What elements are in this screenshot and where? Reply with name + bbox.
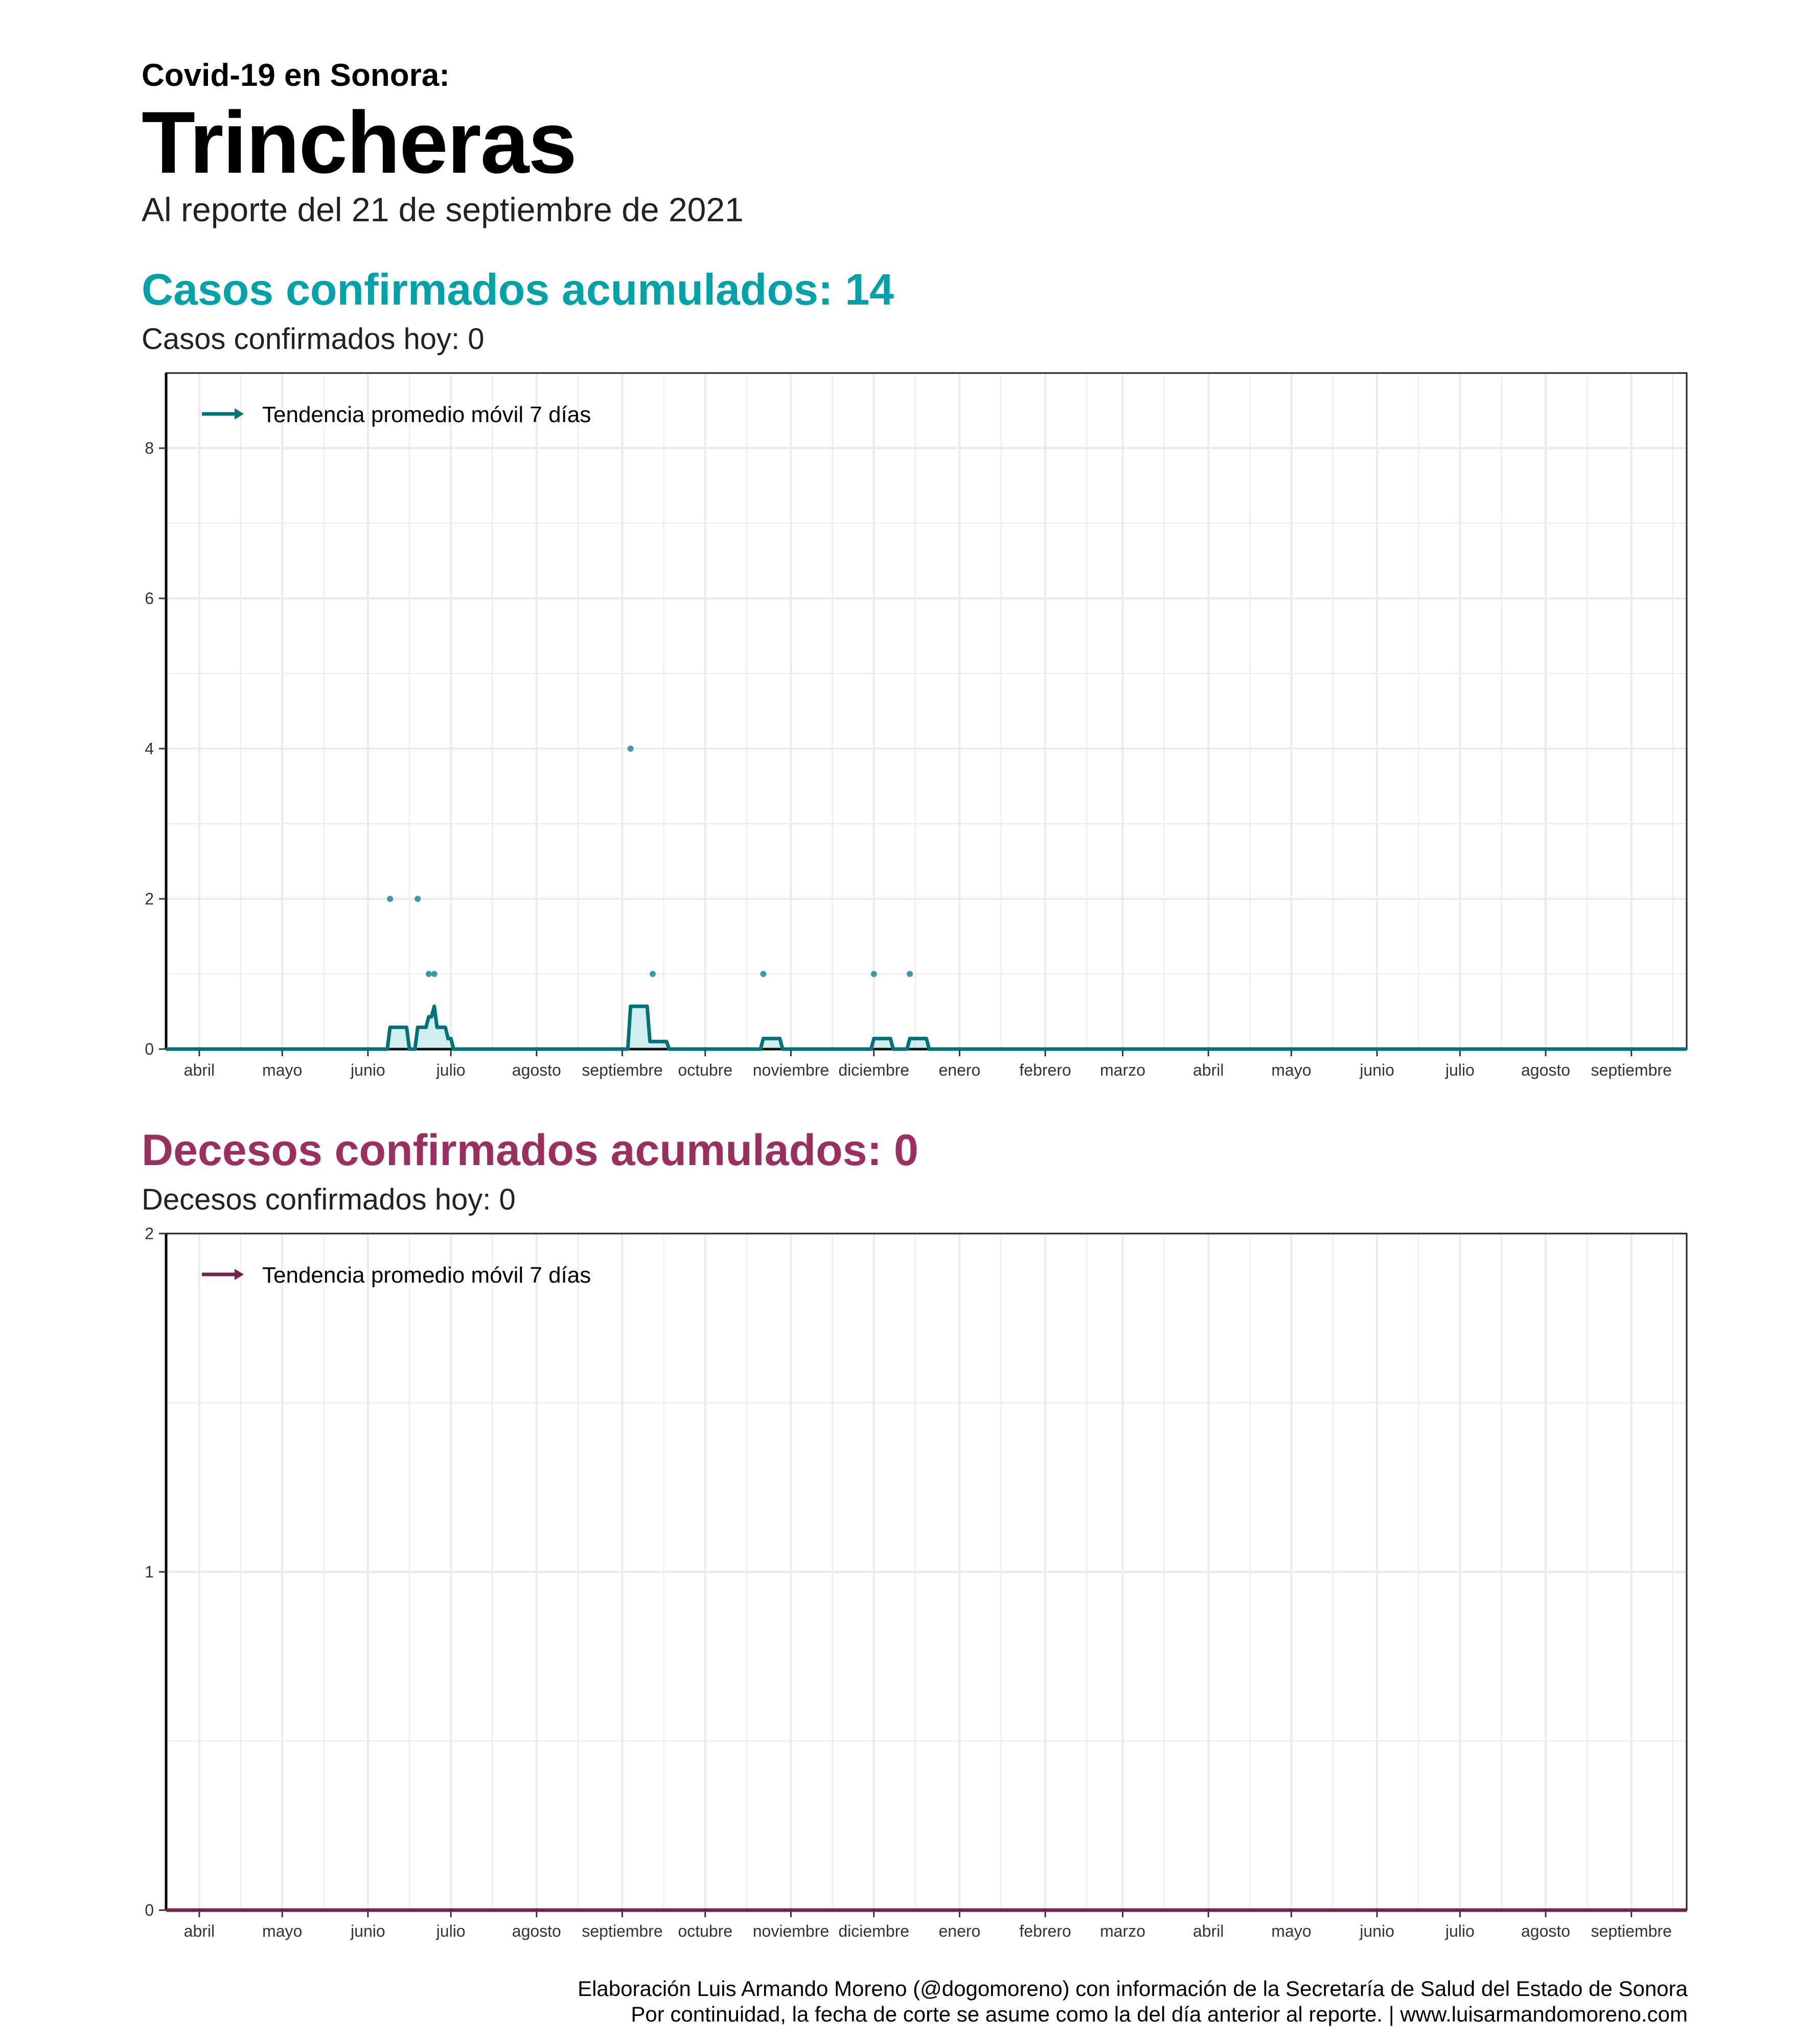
cases-heading: Casos confirmados acumulados: 14 bbox=[142, 265, 894, 314]
deaths-x-tick-label: junio bbox=[1360, 1922, 1394, 1940]
cases-x-tick-label: enero bbox=[938, 1061, 981, 1079]
cases-x-tick-label: mayo bbox=[1271, 1061, 1312, 1079]
footer-note: Por continuidad, la fecha de corte se asume como la del día anterior al reporte. | www.luisarmandomoreno.com bbox=[631, 2002, 1688, 2026]
deaths-x-tick-label: agosto bbox=[1521, 1922, 1571, 1940]
deaths-legend bbox=[202, 1263, 591, 1288]
deaths-x-tick-label: enero bbox=[938, 1922, 981, 1940]
cases-x-tick-label: septiembre bbox=[1591, 1061, 1672, 1079]
cases-y-tick-label: 4 bbox=[145, 739, 154, 758]
cases-x-tick-label: febrero bbox=[1019, 1061, 1071, 1079]
deaths-x-tick-label: agosto bbox=[512, 1922, 561, 1940]
cases-x-tick-label: junio bbox=[1360, 1061, 1394, 1079]
deaths-x-tick-label: julio bbox=[436, 1922, 466, 1940]
cases-legend-label: Tendencia promedio móvil 7 días bbox=[262, 402, 591, 427]
cases-x-tick-label: julio bbox=[1445, 1061, 1475, 1079]
deaths-legend-label: Tendencia promedio móvil 7 días bbox=[262, 1263, 591, 1288]
page-title: Trincheras bbox=[142, 94, 576, 192]
deaths-x-tick-label: febrero bbox=[1019, 1922, 1071, 1940]
cases-x-tick-label: julio bbox=[436, 1061, 466, 1079]
deaths-x-tick-label: junio bbox=[351, 1922, 385, 1940]
page-subtitle: Al reporte del 21 de septiembre de 2021 bbox=[142, 191, 744, 228]
footer-credit: Elaboración Luis Armando Moreno (@dogomoreno) con información de la Secretaría de Salud del Estado de Sonora bbox=[578, 1977, 1688, 2001]
deaths-heading: Decesos confirmados acumulados: 0 bbox=[142, 1126, 918, 1175]
cases-x-tick-label: septiembre bbox=[582, 1061, 663, 1079]
deaths-legend-arrow-icon bbox=[235, 1269, 244, 1280]
deaths-x-tick-label: mayo bbox=[262, 1922, 303, 1940]
deaths-x-tick-label: noviembre bbox=[752, 1922, 830, 1940]
deaths-x-tick-label: julio bbox=[1445, 1922, 1475, 1940]
cases-x-tick-label: diciembre bbox=[838, 1061, 910, 1079]
cases-x-tick-label: noviembre bbox=[752, 1061, 830, 1079]
cases-x-tick-label: agosto bbox=[1521, 1061, 1571, 1079]
cases-y-tick-label: 8 bbox=[145, 439, 154, 457]
cases-x-tick-label: octubre bbox=[678, 1061, 733, 1079]
deaths-y-tick-label: 1 bbox=[145, 1563, 154, 1581]
deaths-x-tick-label: diciembre bbox=[838, 1922, 910, 1940]
cases-today: Casos confirmados hoy: 0 bbox=[142, 322, 485, 356]
deaths-x-tick-label: septiembre bbox=[582, 1922, 663, 1940]
cases-x-tick-label: mayo bbox=[262, 1061, 303, 1079]
deaths-x-tick-label: octubre bbox=[678, 1922, 733, 1940]
cases-y-tick-label: 2 bbox=[145, 890, 154, 908]
cases-x-tick-label: marzo bbox=[1100, 1061, 1145, 1079]
deaths-x-tick-label: mayo bbox=[1271, 1922, 1312, 1940]
deaths-x-tick-label: septiembre bbox=[1591, 1922, 1672, 1940]
deaths-x-tick-label: abril bbox=[1192, 1922, 1224, 1940]
deaths-y-tick-label: 0 bbox=[145, 1901, 154, 1919]
deaths-today: Decesos confirmados hoy: 0 bbox=[142, 1183, 516, 1216]
cases-x-tick-label: junio bbox=[351, 1061, 385, 1079]
header-kicker: Covid-19 en Sonora: bbox=[142, 58, 450, 93]
deaths-y-tick-label: 2 bbox=[145, 1224, 154, 1243]
cases-x-tick-label: abril bbox=[183, 1061, 215, 1079]
deaths-grid bbox=[166, 1234, 1687, 1910]
deaths-x-tick-label: marzo bbox=[1100, 1922, 1145, 1940]
cases-y-tick-label: 0 bbox=[145, 1040, 154, 1058]
cases-x-tick-label: agosto bbox=[512, 1061, 561, 1079]
cases-y-tick-label: 6 bbox=[145, 589, 154, 608]
cases-x-tick-label: abril bbox=[1192, 1061, 1224, 1079]
deaths-x-tick-label: abril bbox=[183, 1922, 215, 1940]
